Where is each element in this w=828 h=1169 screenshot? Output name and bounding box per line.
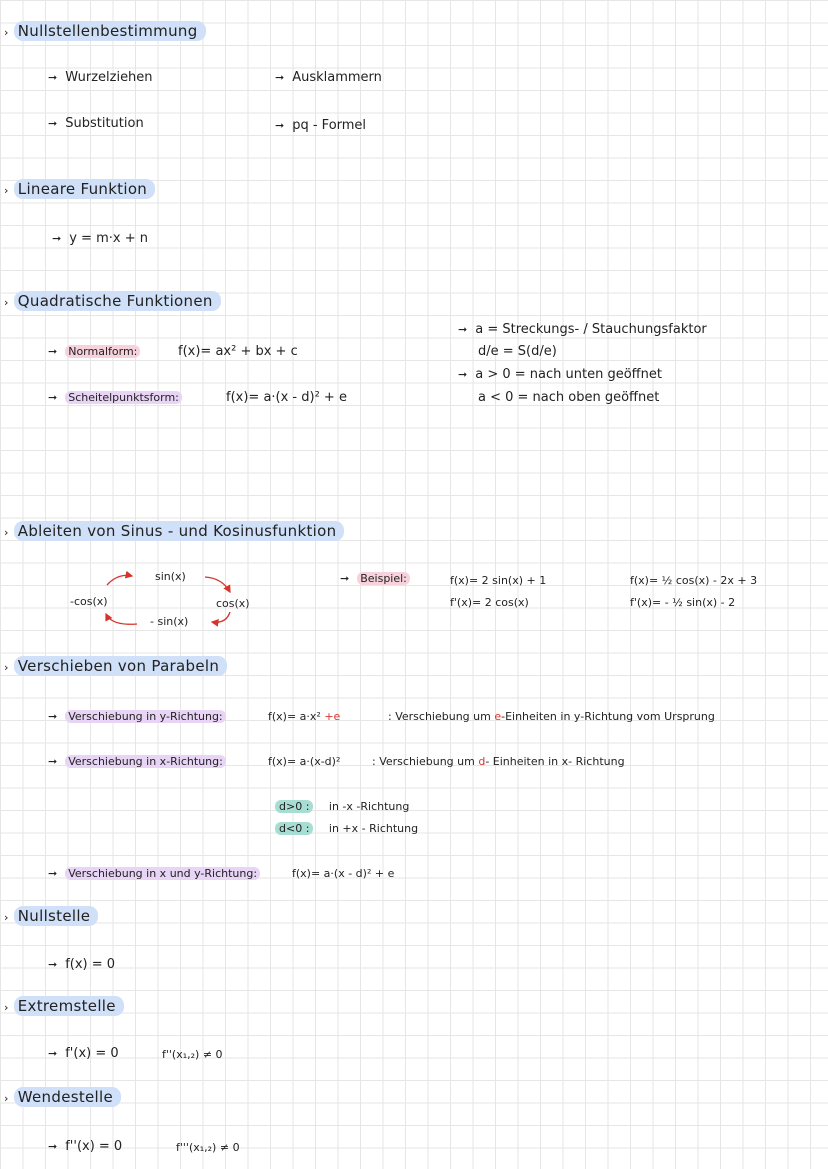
example1-derivative: f'(x)= 2 cos(x) (450, 596, 529, 609)
method-wurzelziehen: ➞ Wurzelziehen (48, 70, 153, 85)
heading-nullstelle: › Nullstelle (4, 907, 98, 925)
verschiebung-y-row: ➞ Verschiebung in y-Richtung: (48, 710, 226, 723)
heading-verschieben-text: Verschieben von Parabeln (14, 656, 227, 676)
normalform-row: ➞ Normalform: (48, 345, 140, 358)
d-negative-row (275, 822, 418, 835)
d-positive-badge: d>0 : (275, 800, 313, 813)
beispiel-label-text: Beispiel: (357, 572, 410, 585)
arrow-cos-to-sin (107, 575, 132, 585)
heading-quadratische-funktionen-text: Quadratische Funktionen (14, 291, 221, 311)
scheitelpunktsform-formula: f(x)= a·(x - d)² + e (226, 390, 347, 405)
note-a-positiv-text: a > 0 = nach unten geöffnet (475, 367, 662, 382)
method-ausklammern-text: Ausklammern (292, 70, 382, 85)
verschiebung-x-desc-pre: : Verschiebung um (372, 755, 479, 768)
nullstelle-condition-text: f(x) = 0 (65, 957, 116, 972)
wendestelle-condition1: ➞ f''(x) = 0 (48, 1139, 123, 1154)
cycle-cos: cos(x) (216, 597, 250, 610)
method-substitution: ➞ Substitution (48, 116, 144, 131)
wendestelle-condition2: f'''(x₁,₂) ≠ 0 (176, 1141, 240, 1154)
method-pq-formel-text: pq - Formel (292, 118, 367, 133)
heading-wendestelle-text: Wendestelle (14, 1087, 121, 1107)
verschiebung-xy-label: Verschiebung in x und y-Richtung: (65, 867, 260, 880)
verschiebung-xy-formula: f(x)= a·(x - d)² + e (292, 867, 395, 880)
verschiebung-y-desc-pre: : Verschiebung um (388, 710, 495, 723)
verschiebung-xy-row: ➞ Verschiebung in x und y-Richtung: (48, 867, 260, 880)
heading-lineare-funktion-text: Lineare Funktion (14, 179, 155, 199)
note-a-positiv: ➞ a > 0 = nach unten geöffnet (458, 367, 662, 382)
verschiebung-y-formula (268, 710, 340, 723)
extremstelle-condition2: f''(x₁,₂) ≠ 0 (162, 1048, 223, 1061)
heading-verschieben: › Verschieben von Parabeln (4, 657, 227, 675)
note-streckung-text: a = Streckungs- / Stauchungsfaktor (475, 322, 707, 337)
verschiebung-y-formula-e: +e (324, 710, 341, 723)
scheitelpunktsform-row: ➞ Scheitelpunktsform: (48, 391, 182, 404)
verschiebung-x-desc-d: d (478, 755, 486, 768)
heading-wendestelle: › Wendestelle (4, 1088, 121, 1106)
heading-extremstelle: › Extremstelle (4, 997, 124, 1015)
d-positive-row (275, 800, 409, 813)
cycle-neg-cos: -cos(x) (70, 595, 108, 608)
linear-formula: ➞ y = m·x + n (52, 231, 148, 246)
heading-ableiten: › Ableiten von Sinus - und Kosinusfunktion (4, 522, 344, 540)
cycle-neg-sin: - sin(x) (150, 615, 189, 628)
cycle-sin: sin(x) (155, 570, 186, 583)
extremstelle-condition1: ➞ f'(x) = 0 (48, 1046, 119, 1061)
verschiebung-y-desc-post: -Einheiten in y-Richtung vom Ursprung (501, 710, 715, 723)
nullstelle-condition: ➞ f(x) = 0 (48, 957, 116, 972)
verschiebung-y-desc-e: e (494, 710, 502, 723)
verschiebung-x-desc (372, 755, 625, 768)
method-substitution-text: Substitution (65, 116, 144, 131)
verschiebung-x-formula: f(x)= a·(x-d)² (268, 755, 341, 768)
example2-function: f(x)= ½ cos(x) - 2x + 3 (630, 574, 758, 587)
scheitelpunktsform-label: Scheitelpunktsform: (65, 391, 182, 404)
verschiebung-x-row: ➞ Verschiebung in x-Richtung: (48, 755, 226, 768)
arrow-cos-to-negsin (212, 612, 230, 622)
d-negative-badge: d<0 : (275, 822, 313, 835)
d-negative-text: in +x - Richtung (328, 822, 419, 835)
wendestelle-condition1-text: f''(x) = 0 (65, 1139, 123, 1154)
verschiebung-y-label: Verschiebung in y-Richtung: (65, 710, 225, 723)
note-scheitel: d/e = S(d/e) (478, 344, 557, 359)
normalform-formula: f(x)= ax² + bx + c (178, 344, 298, 359)
normalform-label: Normalform: (65, 345, 140, 358)
method-pq-formel: ➞ pq - Formel (275, 118, 367, 133)
extremstelle-condition1-text: f'(x) = 0 (65, 1046, 119, 1061)
heading-nullstellenbestimmung: › Nullstellenbestimmung (4, 22, 206, 40)
verschiebung-y-desc (388, 710, 715, 723)
example2-derivative: f'(x)= - ½ sin(x) - 2 (630, 596, 736, 609)
arrow-negsin-to-negcos (106, 614, 137, 624)
arrow-sin-to-cos (205, 577, 230, 592)
verschiebung-x-label: Verschiebung in x-Richtung: (65, 755, 226, 768)
heading-quadratische-funktionen: › Quadratische Funktionen (4, 292, 221, 310)
heading-lineare-funktion: › Lineare Funktion (4, 180, 155, 198)
heading-ableiten-text: Ableiten von Sinus - und Kosinusfunktion (14, 521, 345, 541)
method-wurzelziehen-text: Wurzelziehen (65, 70, 153, 85)
heading-nullstelle-text: Nullstelle (14, 906, 99, 926)
method-ausklammern: ➞ Ausklammern (275, 70, 382, 85)
heading-extremstelle-text: Extremstelle (14, 996, 124, 1016)
linear-formula-text: y = m·x + n (69, 231, 148, 246)
verschiebung-x-desc-post: - Einheiten in x- Richtung (485, 755, 625, 768)
d-positive-text: in -x -Richtung (328, 800, 410, 813)
note-a-negativ: a < 0 = nach oben geöffnet (478, 390, 660, 405)
verschiebung-y-formula-base: f(x)= a·x² (268, 710, 325, 723)
example1-function: f(x)= 2 sin(x) + 1 (450, 574, 547, 587)
heading-nullstellenbestimmung-text: Nullstellenbestimmung (14, 21, 206, 41)
beispiel-label: ➞ Beispiel: (340, 572, 410, 585)
note-streckung: ➞ a = Streckungs- / Stauchungsfaktor (458, 322, 707, 337)
